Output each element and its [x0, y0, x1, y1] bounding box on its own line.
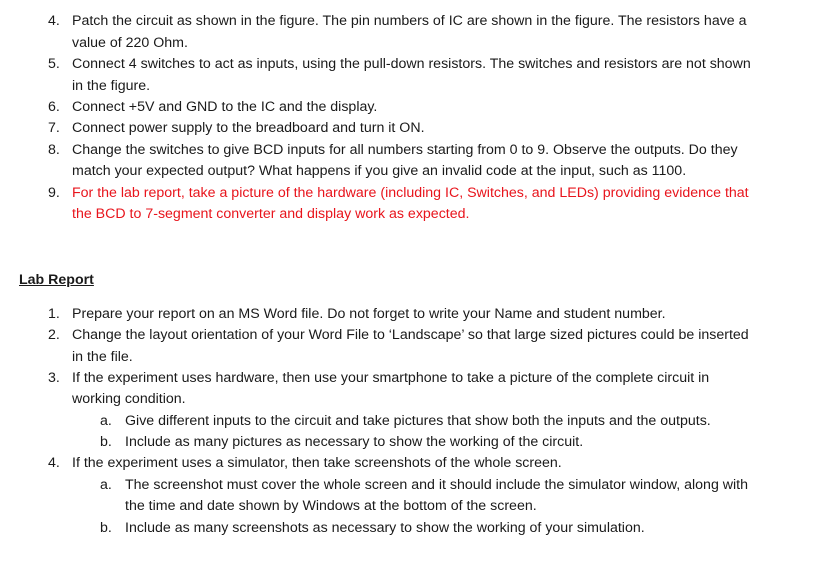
report-subitem-text: The screenshot must cover the whole screen and it should include the simulator window, along with	[125, 477, 749, 493]
report-subitem-letter: a.	[100, 413, 112, 429]
step-text-highlight: the BCD to 7-segment converter and display work as expected.	[72, 206, 470, 222]
step-text: in the figure.	[72, 78, 151, 94]
step-number: 9.	[48, 185, 60, 201]
report-item-text: working condition.	[72, 391, 186, 407]
step-number: 5.	[48, 56, 60, 72]
report-subitem-letter: b.	[100, 520, 112, 536]
report-subitem-text: Include as many pictures as necessary to show the working of the circuit.	[125, 434, 584, 450]
step-text: Connect +5V and GND to the IC and the display.	[72, 99, 378, 115]
step-text: match your expected output? What happens if you give an invalid code at the input, such as 1100.	[72, 163, 687, 179]
report-item-number: 1.	[48, 306, 60, 322]
step-text: Connect power supply to the breadboard and turn it ON.	[72, 120, 425, 136]
step-text: Patch the circuit as shown in the figure. The pin numbers of IC are shown in the figure. The resistors have a	[72, 13, 747, 29]
report-item-text: If the experiment uses a simulator, then take screenshots of the whole screen.	[72, 455, 562, 471]
report-subitem-text: the time and date shown by Windows at the bottom of the screen.	[125, 498, 537, 514]
report-subitem-letter: b.	[100, 434, 112, 450]
report-item-text: Prepare your report on an MS Word file. Do not forget to write your Name and student number.	[72, 306, 666, 322]
report-item-text: Change the layout orientation of your Word File to ‘Landscape’ so that large sized pictures could be inserted	[72, 327, 749, 343]
step-number: 7.	[48, 120, 60, 136]
lab-report-heading: Lab Report	[19, 272, 94, 288]
report-item-text: in the file.	[72, 349, 133, 365]
report-item-number: 3.	[48, 370, 60, 386]
report-subitem-text: Include as many screenshots as necessary to show the working of your simulation.	[125, 520, 645, 536]
step-number: 6.	[48, 99, 60, 115]
report-item-number: 2.	[48, 327, 60, 343]
step-text: value of 220 Ohm.	[72, 35, 188, 51]
step-number: 4.	[48, 13, 60, 29]
report-subitem-letter: a.	[100, 477, 112, 493]
step-text: Change the switches to give BCD inputs for all numbers starting from 0 to 9. Observe the outputs. Do they	[72, 142, 738, 158]
report-item-number: 4.	[48, 455, 60, 471]
report-subitem-text: Give different inputs to the circuit and take pictures that show both the inputs and the outputs.	[125, 413, 711, 429]
step-number: 8.	[48, 142, 60, 158]
report-item-text: If the experiment uses hardware, then use your smartphone to take a picture of the complete circuit in	[72, 370, 710, 386]
step-text: Connect 4 switches to act as inputs, using the pull-down resistors. The switches and resistors are not shown	[72, 56, 751, 72]
step-text-highlight: For the lab report, take a picture of the hardware (including IC, Switches, and LEDs) providing evidence that	[72, 185, 749, 201]
